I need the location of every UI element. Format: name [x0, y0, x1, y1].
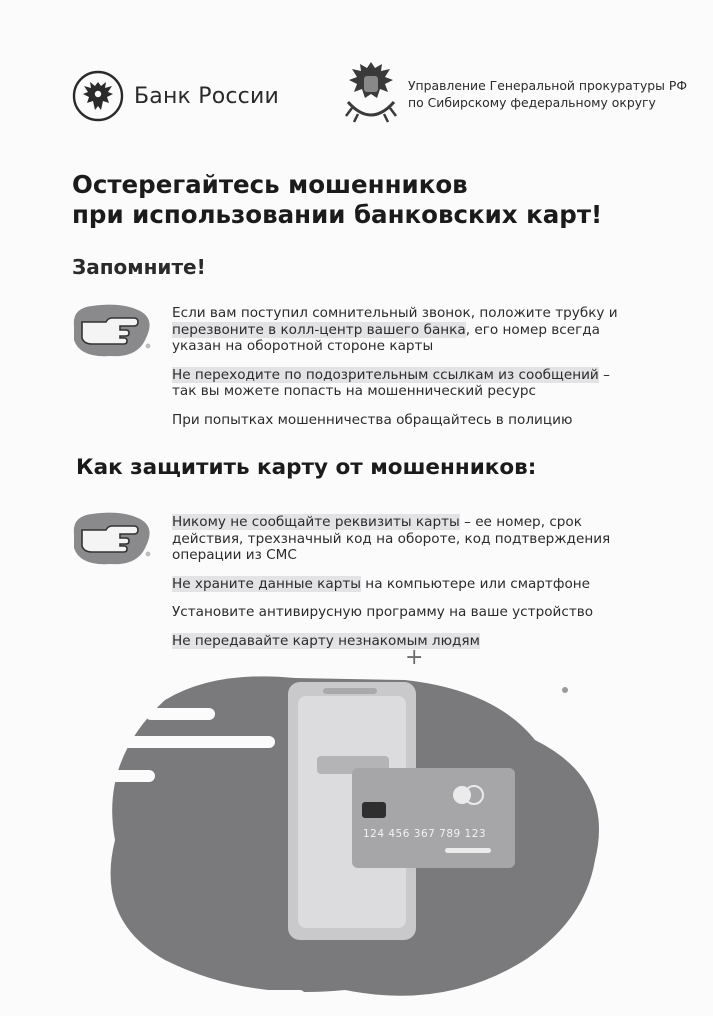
tip-line: [172, 383, 618, 400]
plus-decoration-icon: +: [405, 645, 424, 670]
bank-card-icon: [352, 768, 515, 868]
page-title: [72, 170, 602, 230]
tip-line: [172, 412, 618, 429]
highlighted-text: Никому не сообщайте реквизиты карты: [172, 514, 460, 530]
bank-name: Банк России: [134, 83, 279, 109]
tip-line: [172, 604, 610, 621]
highlighted-text: Не передавайте карту незнакомым людям: [172, 632, 480, 649]
title-line-2: при использовании банковских карт!: [72, 200, 603, 229]
protect-heading: Как защитить карту от мошенников:: [76, 455, 537, 480]
tip-text: указан на оборотной стороне карты: [172, 338, 434, 354]
tip-text: Установите антивирусную программу на ваше устройство: [172, 604, 594, 620]
tip-item: [172, 633, 610, 650]
tip-line: [172, 633, 610, 650]
tip-line: [172, 305, 618, 322]
prosecutor-office-name: [408, 77, 687, 111]
remember-tips: [172, 305, 618, 440]
tip-text: При попытках мошенничества обращайтесь в полицию: [172, 411, 573, 428]
double-headed-eagle-icon: [72, 70, 124, 122]
prosecutor-office-logo: [340, 58, 687, 130]
highlighted-text: Не храните данные карты: [172, 575, 361, 592]
tip-item: [172, 367, 618, 400]
tip-line: [172, 547, 610, 564]
tip-line: [172, 576, 610, 593]
tip-text: на компьютере или смартфоне: [360, 575, 591, 592]
tip-line: [172, 367, 618, 384]
tip-text: Если вам поступил сомнительный звонок, положите трубку и: [172, 305, 618, 321]
tip-line: [172, 322, 618, 339]
org-line-2: по Сибирскому федеральному округу: [408, 95, 656, 110]
highlighted-text: перезвоните в колл-центр вашего банка: [172, 321, 466, 338]
pointing-hand-icon: [68, 508, 158, 572]
tip-item: [172, 305, 618, 355]
protect-tips: [172, 514, 610, 661]
card-number: 124 456 367 789 123: [363, 828, 487, 840]
tip-item: [172, 412, 618, 429]
title-line-1: Остерегайтесь мошенников: [72, 170, 468, 199]
phone-card-illustration: [95, 660, 635, 1010]
tip-text: –: [598, 366, 610, 383]
tip-line: [172, 531, 610, 548]
tip-item: [172, 576, 610, 593]
tip-text: операции из СМС: [172, 547, 297, 563]
tip-text: , его номер всегда: [465, 321, 600, 338]
highlighted-text: Не переходите по подозрительным ссылкам из сообщений: [172, 366, 599, 383]
bank-of-russia-logo: [72, 70, 279, 122]
tip-text: действия, трехзначный код на обороте, код подтверждения: [172, 530, 611, 547]
tip-text: так вы можете попасть на мошеннический ресурс: [172, 383, 536, 399]
tip-line: [172, 338, 618, 355]
prosecutor-crest-icon: [340, 58, 402, 130]
pointing-hand-icon: [68, 300, 158, 364]
tip-line: [172, 514, 610, 531]
remember-heading: Запомните!: [72, 255, 206, 279]
tip-text: – ее номер, срок: [459, 514, 582, 530]
tip-item: [172, 604, 610, 621]
org-line-1: Управление Генеральной прокуратуры РФ: [408, 78, 688, 93]
tip-item: [172, 514, 610, 564]
